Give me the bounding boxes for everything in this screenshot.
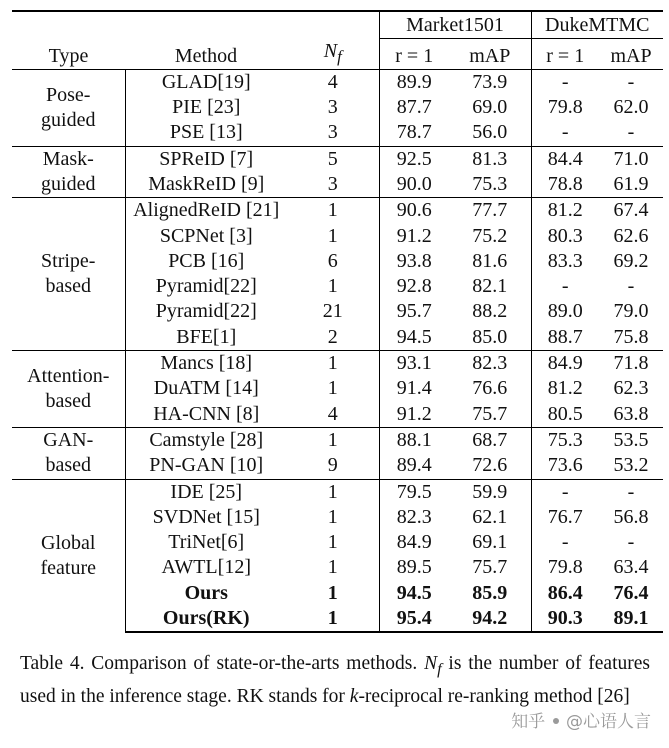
market-map-cell: 82.3 [449, 351, 531, 377]
market-map-cell: 73.9 [449, 69, 531, 95]
duke-r1-cell: - [531, 479, 599, 505]
table-row [12, 146, 663, 172]
table-row [12, 427, 663, 453]
type-line1: Mask- [42, 147, 94, 170]
duke-r1-cell: 84.9 [531, 351, 599, 377]
type-header: Type [48, 44, 89, 67]
method-cell: SCPNet [3] [125, 224, 287, 249]
nf-cell: 3 [327, 172, 338, 195]
market-r1-header: r = 1 [379, 39, 449, 70]
method-cell: Pyramid[22] [125, 299, 287, 324]
duke-map-cell: 56.8 [613, 505, 649, 528]
duke-r1-cell: - [531, 274, 599, 299]
nf-cell: 3 [327, 121, 338, 144]
market-r1-cell: 92.5 [379, 146, 449, 172]
header-row-datasets [12, 11, 663, 39]
type-cell [12, 351, 125, 428]
duke-map-cell: 69.2 [613, 249, 649, 272]
method-cell: AWTL[12] [125, 555, 287, 580]
nf-cell: 4 [287, 69, 379, 95]
duke-r1-cell: 86.4 [531, 581, 599, 606]
market-map-cell: 72.6 [472, 454, 508, 477]
duke-r1-cell: 79.8 [531, 95, 599, 120]
market-r1-cell: 90.6 [379, 198, 449, 224]
market-r1-cell: 89.9 [379, 69, 449, 95]
method-cell: Mancs [18] [125, 351, 287, 377]
duke-map-cell: - [627, 275, 635, 298]
market-map-header: mAP [449, 39, 531, 70]
table-row [12, 351, 663, 377]
table-body [12, 69, 663, 632]
type-line2: based [45, 454, 92, 477]
market-r1-cell: 93.1 [379, 351, 449, 377]
duke-map-cell: 67.4 [599, 198, 663, 224]
nf-header: $N_f$ [323, 39, 342, 66]
method-header: Method [174, 44, 238, 67]
market-map-cell: 94.2 [449, 606, 531, 632]
method-cell: DuATM [14] [125, 376, 287, 401]
market-map-cell: 75.7 [472, 402, 508, 425]
market-map-cell: 75.7 [472, 556, 508, 579]
duke-r1-cell: 80.3 [531, 224, 599, 249]
duke-map-cell: 62.3 [613, 377, 649, 400]
duke-map-cell: - [599, 69, 663, 95]
method-cell: Pyramid[22] [125, 274, 287, 299]
method-cell: HA-CNN [8] [125, 402, 287, 428]
method-cell: SPReID [7] [125, 146, 287, 172]
duke-r1-cell: 73.6 [531, 453, 599, 479]
type-line2: feature [40, 556, 96, 579]
watermark [511, 707, 651, 732]
duke-map-cell: 76.4 [613, 581, 649, 604]
method-cell: PIE [23] [125, 95, 287, 120]
method-cell: BFE[1] [125, 325, 287, 351]
market-map-cell: 59.9 [449, 479, 531, 505]
duke-map-cell: 63.8 [613, 402, 649, 425]
market-r1-cell: 88.1 [379, 427, 449, 453]
type-cell [12, 427, 125, 479]
dukemtmc-header: DukeMTMC [531, 11, 663, 39]
market-map-cell: 76.6 [472, 377, 508, 400]
market-map-cell: 81.6 [472, 249, 508, 272]
method-cell: TriNet[6] [125, 530, 287, 555]
market-map-cell: 68.7 [449, 427, 531, 453]
market-r1-cell: 87.7 [379, 95, 449, 120]
nf-cell: 1 [327, 581, 338, 604]
market-r1-cell: 89.5 [379, 555, 449, 580]
method-cell: GLAD[19] [125, 69, 287, 95]
market-map-cell: 82.1 [472, 275, 508, 298]
nf-cell: 4 [327, 402, 338, 425]
duke-map-cell: 53.5 [599, 427, 663, 453]
method-cell: IDE [25] [125, 479, 287, 505]
market-map-cell: 75.2 [472, 224, 508, 247]
market-r1-cell: 93.8 [379, 249, 449, 274]
method-cell: PSE [13] [125, 120, 287, 146]
nf-cell: 5 [287, 146, 379, 172]
nf-cell: 1 [287, 606, 379, 632]
market-r1-cell: 91.2 [379, 224, 449, 249]
method-cell: Ours [125, 581, 287, 606]
duke-r1-cell: 81.2 [531, 198, 599, 224]
type-cell [12, 479, 125, 632]
duke-r1-cell: 89.0 [531, 299, 599, 324]
market-map-cell: 75.3 [472, 172, 508, 195]
market-r1-cell: 78.7 [379, 120, 449, 146]
type-line2: based [45, 390, 92, 412]
nf-cell: 1 [327, 275, 338, 298]
duke-r1-header: r = 1 [531, 39, 599, 70]
market-r1-cell: 94.5 [379, 325, 449, 351]
duke-map-cell: - [627, 531, 635, 554]
duke-map-cell: 71.8 [599, 351, 663, 377]
duke-map-cell: 79.0 [613, 300, 649, 323]
nf-cell: 1 [287, 198, 379, 224]
nf-cell: 1 [287, 427, 379, 453]
table-row [12, 198, 663, 224]
type-line1: GAN- [43, 429, 94, 452]
type-line1: Attention- [27, 365, 110, 387]
method-cell: Camstyle [28] [125, 427, 287, 453]
duke-map-cell: 63.4 [613, 556, 649, 579]
type-line2: guided [41, 172, 96, 195]
market-map-cell: 85.0 [472, 325, 508, 348]
type-line2: guided [41, 108, 96, 131]
type-cell [12, 198, 125, 351]
market-r1-cell: 94.5 [379, 581, 449, 606]
comparison-table-container [12, 10, 663, 633]
market-r1-cell: 95.4 [379, 606, 449, 632]
type-line1: Stripe- [41, 250, 96, 273]
duke-r1-cell: 81.2 [531, 376, 599, 401]
duke-r1-cell: 90.3 [531, 606, 599, 632]
duke-r1-cell: 76.7 [531, 505, 599, 530]
market-r1-cell: 91.2 [379, 402, 449, 428]
market1501-header: Market1501 [379, 11, 531, 39]
header-row-columns [12, 39, 663, 70]
watermark-author: @心语人言 [566, 712, 651, 732]
duke-r1-cell: - [531, 530, 599, 555]
duke-r1-cell: 78.8 [531, 172, 599, 198]
market-map-cell: 88.2 [472, 300, 508, 323]
nf-cell: 1 [327, 224, 338, 247]
nf-cell: 3 [327, 96, 338, 119]
nf-cell: 6 [327, 249, 338, 272]
duke-map-cell: 62.0 [613, 96, 649, 119]
duke-r1-cell: - [531, 69, 599, 95]
method-cell: AlignedReID [21] [125, 198, 287, 224]
nf-cell: 1 [327, 531, 338, 554]
nf-cell: 2 [327, 325, 338, 348]
nf-cell: 1 [287, 479, 379, 505]
method-cell: SVDNet [15] [125, 505, 287, 530]
type-cell [12, 69, 125, 146]
duke-map-header: mAP [599, 39, 663, 70]
duke-map-cell: 62.6 [613, 224, 649, 247]
duke-r1-cell: 79.8 [531, 555, 599, 580]
nf-cell: 1 [287, 351, 379, 377]
duke-r1-cell: 88.7 [531, 325, 599, 351]
market-r1-cell: 90.0 [379, 172, 449, 198]
duke-map-cell: 89.1 [599, 606, 663, 632]
table-row [12, 479, 663, 505]
market-map-cell: 69.1 [472, 531, 508, 554]
market-map-cell: 81.3 [449, 146, 531, 172]
market-map-cell: 56.0 [472, 121, 508, 144]
market-map-cell: 62.1 [472, 505, 508, 528]
method-cell: PCB [16] [125, 249, 287, 274]
market-r1-cell: 84.9 [379, 530, 449, 555]
market-r1-cell: 89.4 [379, 453, 449, 479]
nf-cell: 1 [327, 556, 338, 579]
duke-map-cell: 71.0 [599, 146, 663, 172]
type-line1: Pose- [46, 83, 91, 106]
duke-map-cell: 75.8 [613, 325, 649, 348]
duke-r1-cell: 84.4 [531, 146, 599, 172]
type-cell [12, 146, 125, 198]
method-cell: PN-GAN [10] [125, 453, 287, 479]
duke-map-cell: - [599, 479, 663, 505]
comparison-table [12, 10, 663, 633]
nf-cell: 1 [327, 505, 338, 528]
type-line2: based [45, 275, 92, 298]
nf-cell: 9 [327, 454, 338, 477]
watermark-dot-icon [553, 718, 559, 724]
table-row [12, 69, 663, 95]
market-r1-cell: 79.5 [379, 479, 449, 505]
duke-r1-cell: 83.3 [531, 249, 599, 274]
market-map-cell: 69.0 [472, 96, 508, 119]
duke-r1-cell: 80.5 [531, 402, 599, 428]
market-r1-cell: 91.4 [379, 376, 449, 401]
watermark-site: 知乎 [511, 712, 546, 732]
duke-r1-cell: - [531, 120, 599, 146]
market-map-cell: 77.7 [449, 198, 531, 224]
duke-map-cell: 61.9 [613, 172, 649, 195]
method-cell: Ours(RK) [125, 606, 287, 632]
market-r1-cell: 82.3 [379, 505, 449, 530]
duke-map-cell: - [627, 121, 635, 144]
market-r1-cell: 92.8 [379, 274, 449, 299]
nf-cell: 1 [327, 377, 338, 400]
duke-map-cell: 53.2 [613, 454, 649, 477]
market-map-cell: 85.9 [472, 581, 508, 604]
type-line1: Global [41, 531, 96, 554]
method-cell: MaskReID [9] [125, 172, 287, 198]
market-r1-cell: 95.7 [379, 299, 449, 324]
table-caption: Table 4. Comparison of state-or-the-arts methods. $N_f$ is the number of features used in the inference stage. RK stands for k-reciprocal re-ranking method [26] [20, 653, 650, 707]
duke-r1-cell: 75.3 [531, 427, 599, 453]
nf-cell: 21 [322, 300, 343, 323]
